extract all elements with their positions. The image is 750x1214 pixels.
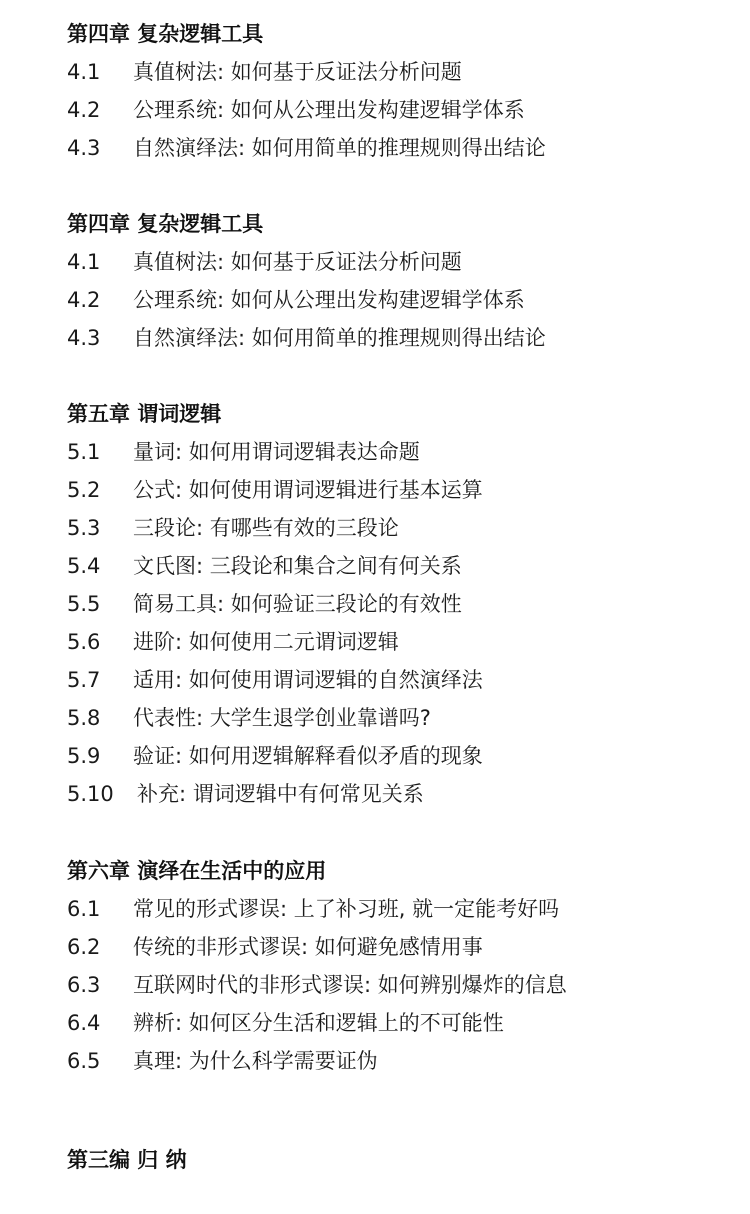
section-title: 真值树法: 如何基于反证法分析问题 [133,250,462,274]
toc-entry[interactable] [67,247,462,277]
section-number: 6.5 [67,1049,101,1073]
chapter-title: 第五章 谓词逻辑 [67,402,222,426]
toc-entry[interactable] [67,1008,504,1038]
toc-entry[interactable] [67,551,462,581]
section-number: 5.2 [67,478,101,502]
toc-entry[interactable] [67,703,431,733]
section-title: 代表性: 大学生退学创业靠谱吗? [133,706,431,730]
section-number: 6.1 [67,897,101,921]
section-title: 三段论: 有哪些有效的三段论 [133,516,399,540]
section-number: 6.4 [67,1011,101,1035]
section-title: 适用: 如何使用谓词逻辑的自然演绎法 [133,668,483,692]
section-number: 5.5 [67,592,101,616]
part-title: 第三编 归 纳 [67,1148,187,1172]
chapter-title: 第四章 复杂逻辑工具 [67,22,264,46]
toc-entry[interactable] [67,95,525,125]
toc-entry[interactable] [67,779,424,809]
section-title: 补充: 谓词逻辑中有何常见关系 [137,782,424,806]
section-number: 5.9 [67,744,101,768]
section-number: 5.8 [67,706,101,730]
section-number: 6.3 [67,973,101,997]
toc-entry[interactable] [67,589,462,619]
toc-entry[interactable] [67,741,483,771]
section-number: 4.1 [67,250,101,274]
toc-entry[interactable] [67,475,483,505]
toc-entry[interactable] [67,1046,378,1076]
chapter-title: 第六章 演绎在生活中的应用 [67,859,327,883]
section-title: 公理系统: 如何从公理出发构建逻辑学体系 [133,288,525,312]
section-title: 验证: 如何用逻辑解释看似矛盾的现象 [133,744,483,768]
section-title: 传统的非形式谬误: 如何避免感情用事 [133,935,483,959]
section-number: 4.2 [67,288,101,312]
section-title: 文氏图: 三段论和集合之间有何关系 [133,554,462,578]
toc-entry[interactable] [67,437,420,467]
chapter-title: 第四章 复杂逻辑工具 [67,212,264,236]
toc-entry[interactable] [67,323,546,353]
toc-entry[interactable] [67,285,525,315]
section-number: 5.1 [67,440,101,464]
section-title: 真理: 为什么科学需要证伪 [133,1049,378,1073]
section-title: 自然演绎法: 如何用简单的推理规则得出结论 [133,326,546,350]
section-title: 自然演绎法: 如何用简单的推理规则得出结论 [133,136,546,160]
section-title: 互联网时代的非形式谬误: 如何辨别爆炸的信息 [133,973,567,997]
section-number: 5.3 [67,516,101,540]
toc-entry[interactable] [67,513,399,543]
section-number: 4.3 [67,326,101,350]
section-title: 辨析: 如何区分生活和逻辑上的不可能性 [133,1011,504,1035]
section-number: 4.2 [67,98,101,122]
section-number: 6.2 [67,935,101,959]
toc-entry[interactable] [67,57,462,87]
section-title: 进阶: 如何使用二元谓词逻辑 [133,630,399,654]
section-title: 常见的形式谬误: 上了补习班, 就一定能考好吗 [133,897,560,921]
section-title: 简易工具: 如何验证三段论的有效性 [133,592,462,616]
section-number: 5.4 [67,554,101,578]
section-title: 量词: 如何用谓词逻辑表达命题 [133,440,420,464]
toc-entry[interactable] [67,133,546,163]
toc-entry[interactable] [67,627,399,657]
section-number: 5.6 [67,630,101,654]
section-title: 公式: 如何使用谓词逻辑进行基本运算 [133,478,483,502]
toc-entry[interactable] [67,665,483,695]
section-number: 5.7 [67,668,101,692]
section-number: 4.1 [67,60,101,84]
section-title: 公理系统: 如何从公理出发构建逻辑学体系 [133,98,525,122]
toc-entry[interactable] [67,970,567,1000]
toc-entry[interactable] [67,932,483,962]
section-number: 4.3 [67,136,101,160]
section-number: 5.10 [67,782,114,806]
toc-entry[interactable] [67,894,559,924]
section-title: 真值树法: 如何基于反证法分析问题 [133,60,462,84]
